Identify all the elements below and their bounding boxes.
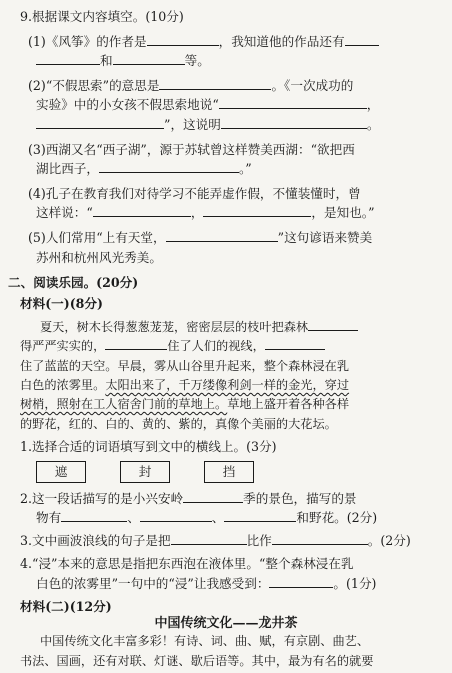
reading-q1: 1.选择合适的词语填写到文中的横线上。(3分) [20, 438, 277, 454]
q9-item1-line2 [36, 52, 210, 70]
passage1-line6: 的野花，红的、白的、黄的、紫的，真像个美丽的大花坛。 [20, 416, 337, 431]
reading-q2-blank-season[interactable] [183, 490, 243, 503]
passage1-text-b: 得严严实实的， [20, 339, 106, 354]
q9-item5-line2: 苏州和杭州风光秀美。 [36, 249, 162, 265]
q9-item5-line1 [28, 229, 372, 247]
q9-item4-blank-2[interactable] [203, 204, 311, 217]
reading-q2-blank-2[interactable] [140, 509, 212, 522]
q9-item1-blank-work3[interactable] [113, 52, 185, 65]
passage1-text-e: 白色的浓雾里。 [20, 377, 106, 392]
passage1-blank-2[interactable] [105, 337, 167, 350]
q9-item1-blank-work2[interactable] [36, 52, 100, 65]
q9-item5-text-b: ”这句谚语来赞美 [277, 230, 373, 246]
q9-item2-text-f: 。 [366, 116, 380, 132]
q9-item1-text-a: (1)《风筝》的作者是 [28, 33, 147, 49]
reading-q4-text-b: 白色的浓雾里”一句中的“浸”让我感受到： [36, 575, 270, 591]
material1-heading: 材料(一)(8分) [20, 295, 103, 311]
q9-item5-text-a: (5)人们常用“上有天堂， [28, 230, 166, 246]
q9-item4-blank-1[interactable] [93, 204, 191, 217]
reading-q4-text-c: 。(1分) [333, 575, 377, 591]
passage1-line2 [20, 337, 325, 355]
q9-item4-text-b: 这样说：“ [36, 205, 93, 221]
reading-q2-line2 [36, 509, 377, 527]
passage1-blank-3[interactable] [265, 337, 325, 350]
q9-item1-text-d: 等。 [184, 53, 210, 69]
q9-item3-text-c: 。” [238, 161, 252, 177]
passage1-wavy-sentence-a: 太阳出来了，千万缕像利剑一样的金光，穿过 [105, 377, 350, 392]
q9-item2-text-d: ， [366, 97, 380, 113]
q9-item2-blank-meaning[interactable] [159, 77, 271, 90]
passage2-line1: 中国传统文化丰富多彩！有诗、词、曲、赋，有京剧、曲艺、 [40, 634, 370, 649]
passage1-blank-1[interactable] [308, 318, 358, 331]
q9-item3-line1: (3)西湖又名“西子湖”，源于苏轼曾这样赞美西湖：“欲把西 [28, 141, 355, 157]
q9-item5-blank-proverb[interactable] [166, 229, 278, 242]
reading-q3 [20, 532, 411, 550]
q9-item2-text-c: 实验》中的小女孩不假思索地说“ [36, 97, 219, 113]
passage1-line4 [20, 376, 349, 394]
word-choice-feng[interactable]: 封 [120, 461, 170, 483]
q9-item3-text-b: 湖比西子， [36, 161, 99, 177]
reading-q3-text-c: 。(2分) [367, 533, 411, 549]
reading-q2-blank-1[interactable] [61, 509, 127, 522]
q9-item1-blank-author[interactable] [147, 33, 219, 46]
reading-q2-text-b: 季的景色，描写的景 [243, 490, 357, 506]
reading-q2-blank-3[interactable] [224, 509, 296, 522]
word-choice-dang[interactable]: 挡 [204, 461, 254, 483]
q9-item1-line1 [28, 33, 379, 51]
passage1-wavy-sentence-b: 树梢，照射在工人宿舍门前的草地上。 [20, 397, 228, 412]
reading-q3-blank-2[interactable] [272, 532, 368, 545]
q9-item2-text-e: ”，这说明 [164, 116, 221, 132]
q9-item1-text-c: 和 [100, 53, 113, 69]
passage1-text-c: 住了人们的视线， [167, 339, 265, 354]
reading-q4-line1: 4.“浸”本来的意思是指把东西泡在液体里。“整个森林浸在乳 [20, 556, 354, 572]
passage1-text-h: 草地上盛开着各种各样 [227, 397, 350, 412]
q9-heading: 9.根据课文内容填空。(10分) [20, 8, 184, 24]
q9-item2-text-a: (2)“不假思索”的意思是 [28, 78, 160, 94]
q9-item3-blank-poem[interactable] [99, 160, 239, 173]
q9-item4-text-c: ， [190, 205, 204, 221]
q9-item2-text-b: 。《一次成功的 [271, 78, 354, 94]
passage1-line5 [20, 395, 349, 413]
reading-q3-blank-1[interactable] [171, 532, 247, 545]
passage2-line2: 书法、国画，还有对联、灯谜、歇后语等。其中，最为有名的就要 [20, 653, 374, 668]
reading-q3-text-b: 比作 [246, 533, 272, 549]
reading-q2-text-d: 、 [127, 509, 140, 525]
q9-item2-blank-quote1[interactable] [219, 96, 367, 109]
q9-item4-line1: (4)孔子在教育我们对待学习不能弄虚作假，不懂装懂时，曾 [28, 186, 361, 202]
q9-item2-line1 [28, 77, 353, 95]
reading-q2-text-f: 和野花。(2分) [296, 509, 378, 525]
passage1-text-a: 夏天，树木长得葱葱茏茏，密密层层的枝叶把森林 [40, 320, 309, 335]
word-choice-zhe[interactable]: 遮 [36, 461, 86, 483]
reading-q2-text-a: 2.这一段话描写的是小兴安岭 [20, 490, 184, 506]
reading-q2-line1 [20, 490, 357, 508]
q9-item2-blank-quote2[interactable] [36, 116, 164, 129]
q9-item2-line2 [36, 96, 379, 114]
reading-q4-blank[interactable] [269, 575, 333, 588]
q9-item2-blank-explain[interactable] [221, 116, 367, 129]
reading-q3-text-a: 3.文中画波浪线的句子是把 [20, 533, 171, 549]
passage2-title: 中国传统文化——龙井茶 [154, 616, 298, 632]
q9-item1-blank-work1[interactable] [345, 33, 379, 46]
passage1-line1 [40, 318, 358, 336]
q9-item1-text-b: ，我知道他的作品还有 [218, 33, 345, 49]
q9-item3-line2 [36, 160, 252, 178]
reading-q2-text-c: 物有 [36, 509, 62, 525]
reading-q4-line2 [36, 575, 376, 593]
material2-heading: 材料(二)(12分) [20, 598, 112, 614]
section2-heading: 二、阅读乐园。(20分) [8, 274, 139, 290]
q9-item4-line2 [36, 204, 375, 222]
passage1-line3: 住了蓝蓝的天空。早晨，雾从山谷里升起来，整个森林浸在乳 [20, 358, 350, 373]
q9-item4-text-d: ，是知也。” [311, 205, 375, 221]
q9-item2-line3 [36, 116, 379, 134]
reading-q2-text-e: 、 [211, 509, 225, 525]
